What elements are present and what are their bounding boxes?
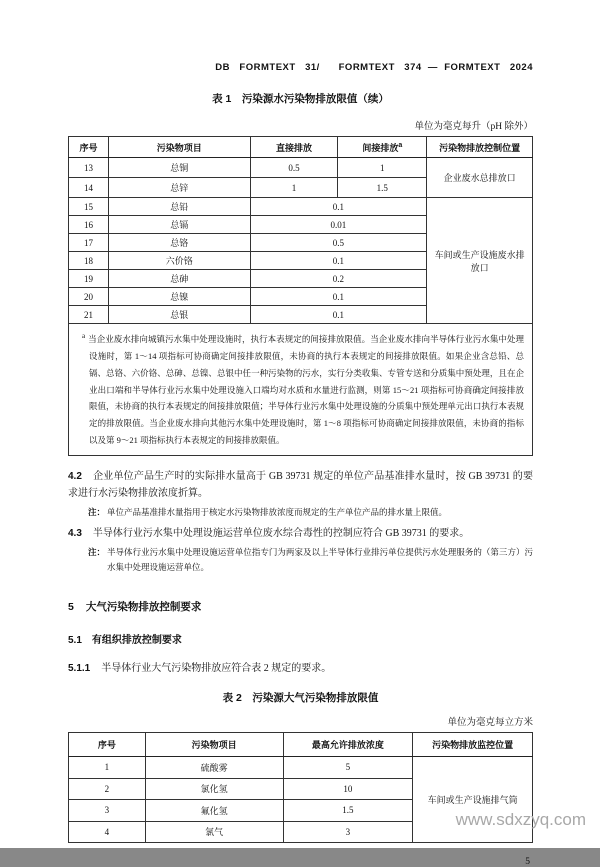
cell-no: 2: [69, 778, 146, 800]
note-marker: 注：: [88, 547, 106, 558]
cell-no: 4: [69, 821, 146, 843]
cell-limit-combined: 0.5: [250, 234, 427, 252]
page-number: 5: [525, 857, 530, 867]
cell-indirect-limit: 1: [338, 158, 427, 178]
cell-pollutant: 氟化氢: [145, 800, 283, 822]
table1-header-direct: 直接排放: [250, 137, 338, 158]
water-pollutant-limits-table: [68, 136, 533, 456]
footnote-marker-a: a: [82, 332, 86, 340]
cell-no: 17: [69, 234, 109, 252]
table1-header-no: 序号: [69, 137, 109, 158]
cell-no: 19: [69, 270, 109, 288]
cell-limit-combined: 0.01: [250, 216, 427, 234]
cell-monitor-location: 车间或生产设施排气筒: [413, 757, 533, 843]
cell-direct-limit: 0.5: [250, 158, 338, 178]
cell-pollutant: 总铜: [108, 158, 250, 178]
clause-4-2: [68, 468, 533, 502]
clause-text: 企业单位产品生产时的实际排水量高于 GB 39731 规定的单位产品基准排水量时，按 GB 39731 的要求进行水污染物排放浓度折算。: [68, 471, 533, 500]
document-number-header: DB FORMTEXT 31/ FORMTEXT 374 — FORMTEXT 2024: [215, 62, 533, 73]
table2-row: [69, 757, 533, 779]
clause-5-1-1: [68, 660, 533, 677]
cell-no: 18: [69, 252, 109, 270]
section-5-heading: 5 大气污染物排放控制要求: [68, 601, 202, 614]
footnote-ref-a: a: [398, 141, 403, 149]
cell-no: 15: [69, 198, 109, 216]
clause-number: 5.1.1: [68, 663, 91, 675]
note-marker: 注：: [88, 507, 106, 518]
table1-unit-note: 单位为毫克每升（pH 除外）: [414, 122, 533, 132]
cell-no: 13: [69, 158, 109, 178]
table2-header-row: [69, 733, 533, 757]
clause-4-3: [68, 525, 533, 542]
cell-pollutant: 总砷: [108, 270, 250, 288]
clause-4-2-note: [68, 505, 533, 520]
cell-limit-combined: 0.1: [250, 198, 427, 216]
cell-pollutant: 六价铬: [108, 252, 250, 270]
cell-pollutant: 总铬: [108, 234, 250, 252]
table2-header-no: 序号: [69, 733, 146, 757]
clause-4-3-note: [68, 545, 533, 575]
watermark-url: www.sdxzyq.com: [455, 810, 586, 829]
cell-no: 14: [69, 178, 109, 198]
table1-footnote: $^a$ 当企业废水排向城镇污水集中处理设施时，执行本表规定的间接排放限值。当企业废水排向半导体行业污水集中处理设施时，第 1～14 项指标可协商确定间接排放限值，未协商的执行本表规定的间接排放限值。如果企业含总铅、总镉、总铬、六价铬、总砷、总镍、总银中任一种污染物的污水，实行分类收集、专管专送和分质集中预处理，且在企业出口端和半导体行业污水集中处理设施入口端均对水质和水量进行监测，则第 15～21 项指标可协商确定间接排放限值，未协商的执行本表规定的间接排放限值；半导体行业污水集中处理设施的分质集中预处理单元出口执行本表规定的排放限值。当企业废水排向其他污水集中处理设施时，第 1～8 项指标可协商确定间接排放限值，未协商的指标以及第 9～21 项指标执行本表规定的间接排放限值。: [69, 324, 533, 456]
cell-max-concentration: 10: [283, 778, 413, 800]
cell-pollutant: 氯化氢: [145, 778, 283, 800]
cell-pollutant: 总镍: [108, 288, 250, 306]
clause-text: 半导体行业污水集中处理设施运营单位废水综合毒性的控制应符合 GB 39731 的要求。: [92, 528, 470, 540]
note-text: 半导体行业污水集中处理设施运营单位指专门为两家及以上半导体行业排污单位提供污水处理服务的（第三方）污水集中处理设施运营单位。: [107, 547, 533, 573]
table1-header-location: 污染物排放控制位置: [427, 137, 533, 158]
clause-text: 半导体行业大气污染物排放应符合表 2 规定的要求。: [101, 663, 332, 675]
table2-header-location: 污染物排放监控位置: [413, 733, 533, 757]
table2-unit-note: 单位为毫克每立方米: [447, 718, 533, 729]
cell-control-location: 车间或生产设施废水排放口: [427, 198, 533, 324]
clause-number: 4.3: [68, 528, 82, 540]
table1-row: [69, 198, 533, 216]
cell-pollutant: 总镉: [108, 216, 250, 234]
cell-no: 20: [69, 288, 109, 306]
note-text: 单位产品基准排水量指用于核定水污染物排放浓度而规定的生产单位产品的排水量上限值。: [107, 507, 448, 518]
table1-title: 表 1 污染源水污染物排放限值（续）: [212, 93, 389, 105]
cell-no: 1: [69, 757, 146, 779]
cell-limit-combined: 0.1: [250, 306, 427, 324]
table2-header-item: 污染物项目: [145, 733, 283, 757]
cell-pollutant: 氯气: [145, 821, 283, 843]
cell-max-concentration: 1.5: [283, 800, 413, 822]
cell-no: 21: [69, 306, 109, 324]
cell-max-concentration: 5: [283, 757, 413, 779]
cell-control-location: 企业废水总排放口: [427, 158, 533, 198]
table1-header-row: [69, 137, 533, 158]
table2-title: 表 2 污染源大气污染物排放限值: [222, 692, 379, 705]
cell-no: 3: [69, 800, 146, 822]
cell-limit-combined: 0.1: [250, 288, 427, 306]
table1-footnote-row: [69, 324, 533, 456]
cell-limit-combined: 0.2: [250, 270, 427, 288]
section-5-1-heading: 5.1 有组织排放控制要求: [68, 635, 182, 647]
cell-limit-combined: 0.1: [250, 252, 427, 270]
cell-direct-limit: 1: [250, 178, 338, 198]
cell-pollutant: 总锌: [108, 178, 250, 198]
table1-row: [69, 158, 533, 178]
cell-pollutant: 总铅: [108, 198, 250, 216]
cell-indirect-limit: 1.5: [338, 178, 427, 198]
cell-pollutant: 总银: [108, 306, 250, 324]
clause-number: 4.2: [68, 471, 82, 483]
cell-pollutant: 硫酸雾: [145, 757, 283, 779]
cell-no: 16: [69, 216, 109, 234]
table1-header-indirect: 间接排放$^a$: [338, 137, 427, 158]
cell-max-concentration: 3: [283, 821, 413, 843]
table1-header-item: 污染物项目: [108, 137, 250, 158]
table2-header-max: 最高允许排放浓度: [283, 733, 413, 757]
